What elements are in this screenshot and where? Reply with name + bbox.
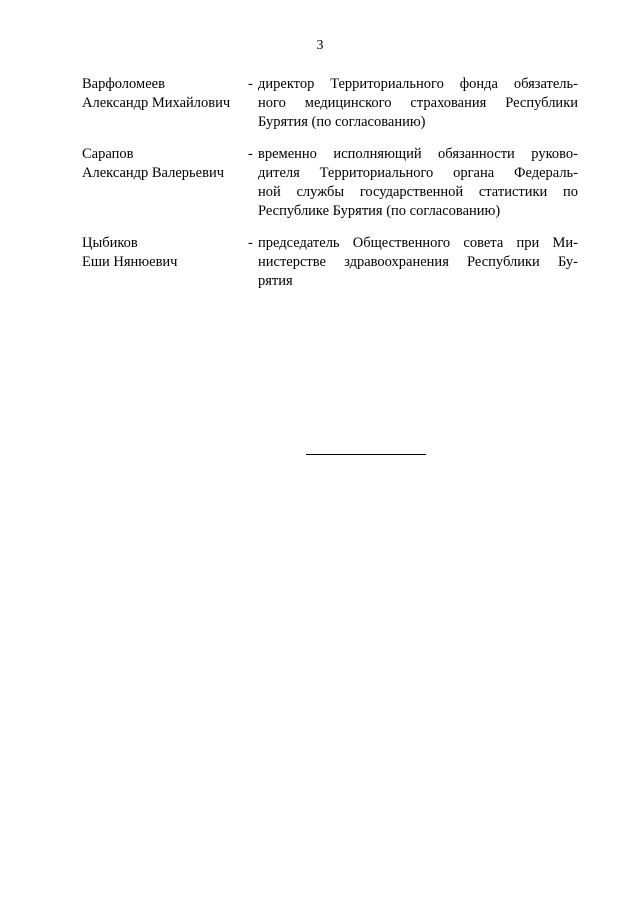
member-position [258,75,578,132]
member-surname: Варфоломеев [82,76,165,92]
position-line: ной службы государственной статистики по [258,184,578,200]
position-line: ного медицинского страхования Республики [258,95,578,111]
dash-separator: - [248,146,253,162]
position-line: дителя Территориального органа Федераль- [258,165,578,181]
member-given-names: Еши Нянюевич [82,254,178,270]
position-line: Республике Бурятия (по согласованию) [258,203,501,219]
end-separator-line [306,454,426,455]
member-position [258,145,578,221]
dash-separator: - [248,235,253,251]
member-name [82,145,242,183]
position-line: временно исполняющий обязанности руково- [258,146,578,162]
member-position [258,234,578,291]
position-line: Бурятия (по согласованию) [258,114,426,130]
member-given-names: Александр Михайлович [82,95,231,111]
page-number: 3 [316,38,324,53]
member-name [82,234,242,272]
position-line: нистерстве здравоохранения Республики Бу- [258,254,578,270]
member-surname: Сарапов [82,146,134,162]
committee-member-entry [82,75,578,145]
member-surname: Цыбиков [82,235,138,251]
dash-separator: - [248,76,253,92]
committee-member-entry [82,145,578,219]
committee-member-entry [82,234,578,304]
position-line: председатель Общественного совета при Ми- [258,235,578,251]
position-line: директор Территориального фонда обязатель- [258,76,578,92]
member-given-names: Александр Валерьевич [82,165,224,181]
member-name [82,75,242,113]
position-line: рятия [258,273,293,289]
